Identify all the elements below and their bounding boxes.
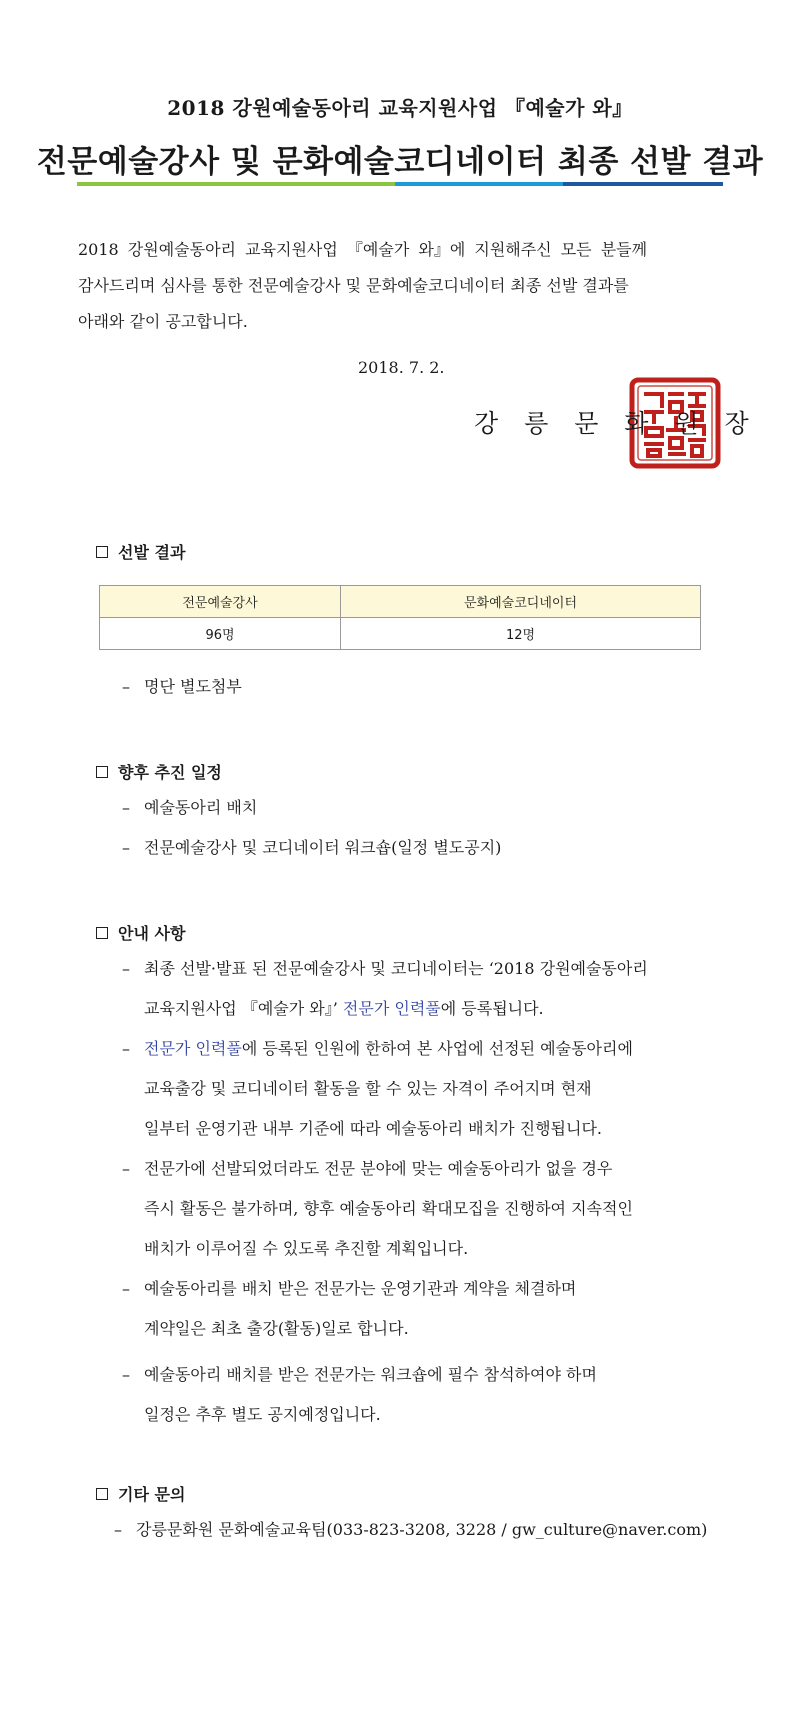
section-heading-guide — [96, 921, 185, 944]
section-heading-text: 기타 문의 — [118, 1485, 186, 1504]
announcement-date: 2018. 7. 2. — [358, 358, 445, 377]
organization-name: 강 릉 문 화 원 장 — [474, 409, 758, 438]
list-item-text: 계약일은 최초 출강(활동)일로 합니다. — [144, 1319, 409, 1338]
intro-paragraph — [78, 232, 724, 340]
section-heading-text: 선발 결과 — [118, 543, 186, 562]
checkbox-square-icon — [96, 1488, 108, 1500]
intro-line: 아래와 같이 공고합니다. — [78, 312, 248, 331]
list-item: – 전문예술강사 및 코디네이터 워크숍(일정 별도공지) — [122, 838, 502, 857]
table-cell: 12명 — [341, 618, 701, 650]
table-header-cell: 전문예술강사 — [100, 586, 341, 618]
list-item-text: 예술동아리 배치 — [144, 798, 258, 817]
table-row — [100, 618, 701, 650]
table-cell: 96명 — [100, 618, 341, 650]
results-table — [99, 585, 701, 650]
title-underline-navy — [563, 182, 723, 186]
contact-text: 강릉문화원 문화예술교육팀(033-823-3208, 3228 / gw_culture@naver.com) — [136, 1520, 708, 1539]
expert-pool-link-text: 전문가 인력풀 — [342, 999, 441, 1018]
list-item: – 예술동아리 배치를 받은 전문가는 워크숍에 필수 참석하여야 하며 일정은 추후 별도 공지예정입니다. — [122, 1355, 597, 1435]
checkbox-square-icon — [96, 927, 108, 939]
list-item-text: 일부터 운영기관 내부 기준에 따라 예술동아리 배치가 진행됩니다. — [144, 1119, 603, 1138]
section-heading-results — [96, 540, 185, 563]
list-item-text: 교육지원사업 『예술가 와』’ — [144, 999, 343, 1018]
section-heading-text: 향후 추진 일정 — [118, 763, 222, 782]
intro-line: 2018 강원예술동아리 교육지원사업 『예술가 와』에 지원해주신 모든 분들께 — [78, 240, 648, 259]
list-item-text: 예술동아리를 배치 받은 전문가는 운영기관과 계약을 체결하며 — [144, 1279, 577, 1298]
list-item: – 예술동아리 배치 — [122, 798, 258, 817]
results-note: – 명단 별도첨부 — [122, 677, 242, 696]
table-header-row — [100, 586, 701, 618]
document-title: 전문예술강사 및 문화예술코디네이터 최종 선발 결과 — [36, 144, 764, 180]
list-item-text: 최종 선발·발표 된 전문예술강사 및 코디네이터는 ‘2018 강원예술동아리 — [144, 959, 648, 978]
list-item: – 예술동아리를 배치 받은 전문가는 운영기관과 계약을 체결하며 계약일은 최초 출강(활동)일로 합니다. — [122, 1269, 576, 1349]
intro-line: 감사드리며 심사를 통한 전문예술강사 및 문화예술코디네이터 최종 선발 결과를 — [78, 276, 629, 295]
document-subtitle: 2018 강원예술동아리 교육지원사업 『예술가 와』 — [167, 96, 633, 120]
section-heading-contact — [96, 1482, 185, 1505]
table-header-cell: 문화예술코디네이터 — [341, 586, 701, 618]
section-heading-schedule — [96, 760, 222, 783]
list-item: – 전문가 인력풀에 등록된 인원에 한하여 본 사업에 선정된 예술동아리에 교육출강 및 코디네이터 활동을 할 수 있는 자격이 주어지며 현재 일부터 운영기관 내부 기준에 따라 예술동아리 배치가 진행됩니다. — [122, 1029, 633, 1149]
list-item-text: 즉시 활동은 불가하며, 향후 예술동아리 확대모집을 진행하여 지속적인 — [144, 1199, 633, 1218]
title-underline-blue — [395, 182, 563, 186]
section-heading-text: 안내 사항 — [118, 924, 186, 943]
expert-pool-link-text: 전문가 인력풀 — [144, 1039, 242, 1058]
list-item-text: 배치가 이루어질 수 있도록 추진할 계획입니다. — [144, 1239, 469, 1258]
list-item-text: 전문예술강사 및 코디네이터 워크숍(일정 별도공지) — [144, 838, 502, 857]
list-item-text: 교육출강 및 코디네이터 활동을 할 수 있는 자격이 주어지며 현재 — [144, 1079, 592, 1098]
checkbox-square-icon — [96, 546, 108, 558]
title-underline-green — [77, 182, 395, 186]
list-item-text: 전문가에 선발되었더라도 전문 분야에 맞는 예술동아리가 없을 경우 — [144, 1159, 613, 1178]
checkbox-square-icon — [96, 766, 108, 778]
list-item-text: 에 등록됩니다. — [440, 999, 544, 1018]
list-item-text: 일정은 추후 별도 공지예정입니다. — [144, 1405, 381, 1424]
list-item: – 전문가에 선발되었더라도 전문 분야에 맞는 예술동아리가 없을 경우 즉시 활동은 불가하며, 향후 예술동아리 확대모집을 진행하여 지속적인 배치가 이루어질 수 있도록 추진할 계획입니다. — [122, 1149, 633, 1269]
list-item-text: 에 등록된 인원에 한하여 본 사업에 선정된 예술동아리에 — [241, 1039, 633, 1058]
contact-line: – 강릉문화원 문화예술교육팀(033-823-3208, 3228 / gw_culture@naver.com) — [114, 1520, 708, 1539]
list-item: – 최종 선발·발표 된 전문예술강사 및 코디네이터는 ‘2018 강원예술동아리 교육지원사업 『예술가 와』’ 전문가 인력풀에 등록됩니다. — [122, 959, 648, 1018]
list-item-text: 예술동아리 배치를 받은 전문가는 워크숍에 필수 참석하여야 하며 — [144, 1365, 597, 1384]
note-text: 명단 별도첨부 — [144, 677, 242, 696]
